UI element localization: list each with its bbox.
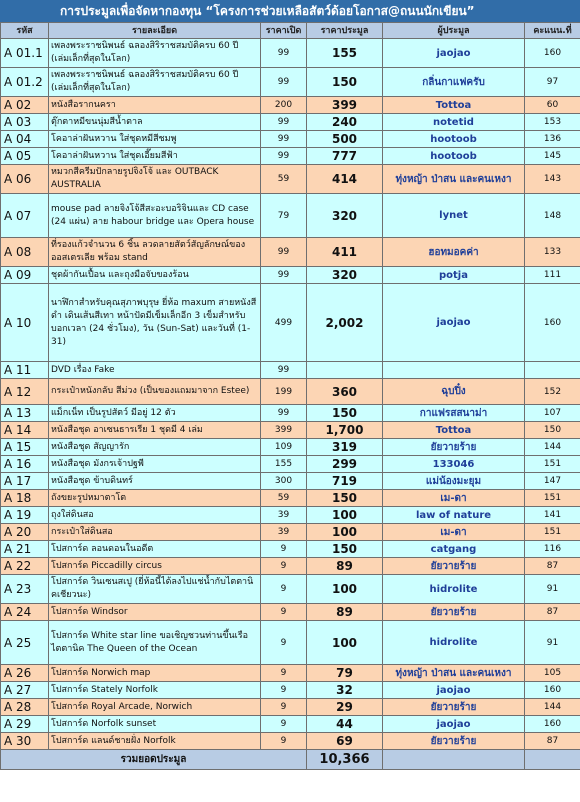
item-detail: โปสการ์ด Windsor [49,604,261,621]
item-code: A 26 [1,665,49,682]
open-price: 99 [261,267,307,284]
bidder-score: 116 [525,541,580,558]
item-detail: mouse pad ลายจิงโจ้สีสะอะบอริจินและ CD case (24 แผ่น) ลาย habour bridge และ Opera house [49,194,261,238]
table-row [1,716,580,733]
table-row [1,194,580,238]
table-row [1,524,580,541]
bidder-score: 160 [525,716,580,733]
bidder-name: ยัยวายร้าย [383,604,525,621]
table-row [1,39,580,68]
bidder-score: 60 [525,97,580,114]
header-bidder: ผู้ประมูล [383,23,525,39]
table-body [1,39,580,750]
open-price: 99 [261,114,307,131]
table-row [1,699,580,716]
item-code: A 10 [1,284,49,362]
bid-price: 320 [307,267,383,284]
table-row [1,284,580,362]
item-code: A 07 [1,194,49,238]
bidder-score: 160 [525,284,580,362]
item-detail: หนังสือชุด อาเซนธารเรีย 1 ชุดมี 4 เล่ม [49,422,261,439]
bidder-name: ทุ่งหญ้า ป่าสน และคนเหงา [383,665,525,682]
bidder-score: 144 [525,439,580,456]
bid-price: 100 [307,575,383,604]
bidder-name: กลิ่นกาแฟครับ [383,68,525,97]
bid-price: 155 [307,39,383,68]
item-detail: โปสการ์ด แลนด์ชายฝั่ง Norfolk [49,733,261,750]
table-row [1,148,580,165]
table-row [1,379,580,405]
bidder-name: hidrolite [383,575,525,604]
bid-price: 89 [307,558,383,575]
table-row [1,682,580,699]
bidder-name: catgang [383,541,525,558]
item-code: A 14 [1,422,49,439]
open-price: 39 [261,524,307,541]
bidder-score: 111 [525,267,580,284]
bidder-score: 150 [525,422,580,439]
item-code: A 25 [1,621,49,665]
item-detail: กระเป๋าใส่ดินสอ [49,524,261,541]
item-code: A 17 [1,473,49,490]
bid-price: 100 [307,621,383,665]
open-price: 99 [261,238,307,267]
item-detail: หนังสือชุด สัญญารัก [49,439,261,456]
bidder-score: 97 [525,68,580,97]
open-price: 59 [261,490,307,507]
table-row [1,362,580,379]
open-price: 109 [261,439,307,456]
bidder-score: 87 [525,558,580,575]
header-code: รหัส [1,23,49,39]
bid-price: 29 [307,699,383,716]
total-row [1,750,580,770]
bid-price: 44 [307,716,383,733]
item-detail: โปสการ์ด วินเซนสเปู (ยี่ห้อนี้ได้ลงไปแช่น้ำกับไตตานิคเชียวนะ) [49,575,261,604]
bid-price: 89 [307,604,383,621]
table-row [1,68,580,97]
item-detail: โคอาล่าฝันหวาน ใส่ชุดหมีสีชมพู [49,131,261,148]
item-detail: โปสการ์ด Royal Arcade, Norwich [49,699,261,716]
bid-price: 32 [307,682,383,699]
open-price: 99 [261,405,307,422]
item-detail: แม็กเน็ท เป็นรูปสัตว์ มีอยู่ 12 ตัว [49,405,261,422]
item-code: A 28 [1,699,49,716]
table-row [1,665,580,682]
bidder-score: 151 [525,456,580,473]
item-detail: หนังสือชุด ข้าบดินทร์ [49,473,261,490]
bidder-name: เม-ดา [383,524,525,541]
open-price: 99 [261,68,307,97]
bidder-score: 141 [525,507,580,524]
open-price: 9 [261,621,307,665]
table-row [1,473,580,490]
item-code: A 11 [1,362,49,379]
bid-price: 320 [307,194,383,238]
bidder-name: lynet [383,194,525,238]
bidder-score: 87 [525,604,580,621]
open-price: 9 [261,541,307,558]
bidder-score: 136 [525,131,580,148]
open-price: 300 [261,473,307,490]
auction-table [0,22,580,770]
bidder-name: hootoob [383,131,525,148]
bidder-score: 153 [525,114,580,131]
bidder-score [525,362,580,379]
bidder-score: 145 [525,148,580,165]
bid-price [307,362,383,379]
bidder-name: potja [383,267,525,284]
item-detail: หนังสือชุด มังกรเจ้าปฐพี [49,456,261,473]
bid-price: 150 [307,541,383,558]
item-code: A 19 [1,507,49,524]
bidder-score: 147 [525,473,580,490]
item-code: A 16 [1,456,49,473]
page-title: การประมูลเพื่อจัดหากองทุน “โครงการช่วยเหลือสัตว์ด้อยโอกาส@ถนนนักเขียน” [0,0,580,22]
table-row [1,490,580,507]
bidder-name: 133046 [383,456,525,473]
total-score-empty [525,750,580,770]
item-code: A 09 [1,267,49,284]
bidder-name: Tottoa [383,422,525,439]
open-price: 99 [261,131,307,148]
bidder-name: jaojao [383,716,525,733]
table-row [1,97,580,114]
bidder-score: 91 [525,575,580,604]
item-detail: นาฬิกาสำหรับคุณสุภาพบุรุษ ยี่ห้อ maxum สายหนังสีดำ เดินเส้นสีเทา หน้าปัดมีเข็มเล็กอีก 3 เข็มสำหรับบอกเวลา (24 ชั่วโมง), วัน (Sun-Sat) และวันที่ (1-31) [49,284,261,362]
bidder-name: เม-ดา [383,490,525,507]
item-detail: กระเป๋าหนังกลับ สีม่วง (เป็นของแถมมาจาก Estee) [49,379,261,405]
item-detail: ชุดผ้ากันเปื้อน และถุงมือจับของร้อน [49,267,261,284]
bidder-score: 151 [525,490,580,507]
open-price: 200 [261,97,307,114]
table-row [1,422,580,439]
bid-price: 411 [307,238,383,267]
item-code: A 20 [1,524,49,541]
item-detail: โปสการ์ด Norwich map [49,665,261,682]
bidder-score: 87 [525,733,580,750]
bidder-score: 91 [525,621,580,665]
bid-price: 360 [307,379,383,405]
bidder-score: 151 [525,524,580,541]
table-row [1,165,580,194]
header-score: คะแนน.ที่ [525,23,580,39]
open-price: 99 [261,148,307,165]
bidder-name: notetid [383,114,525,131]
bidder-name: แม่น้องมะยุม [383,473,525,490]
table-row [1,439,580,456]
header-detail: รายละเอียด [49,23,261,39]
bid-price: 777 [307,148,383,165]
item-code: A 15 [1,439,49,456]
bid-price: 1,700 [307,422,383,439]
open-price: 499 [261,284,307,362]
table-row [1,238,580,267]
item-detail: โปสการ์ด White star line ขอเชิญชวนท่านขึ้นเรือไตตานิค The Queen of the Ocean [49,621,261,665]
open-price: 155 [261,456,307,473]
bid-price: 319 [307,439,383,456]
item-code: A 21 [1,541,49,558]
item-detail: ตุ๊กตาหมีขนนุ่มสีน้ำตาล [49,114,261,131]
bidder-score: 143 [525,165,580,194]
bid-price: 500 [307,131,383,148]
item-code: A 08 [1,238,49,267]
open-price: 9 [261,665,307,682]
item-code: A 13 [1,405,49,422]
bid-price: 150 [307,405,383,422]
bidder-score: 105 [525,665,580,682]
open-price: 9 [261,716,307,733]
bidder-name: law of nature [383,507,525,524]
bidder-name: ทุ่งหญ้า ป่าสน และคนเหงา [383,165,525,194]
item-detail: ถุงใส่ดินสอ [49,507,261,524]
bid-price: 399 [307,97,383,114]
bidder-score: 144 [525,699,580,716]
item-code: A 06 [1,165,49,194]
item-detail: โปสการ์ด Norfolk sunset [49,716,261,733]
table-row [1,114,580,131]
header-open-price: ราคาเปิด [261,23,307,39]
item-detail: เพลงพระราชนิพนธ์ ฉลองสิริราชสมบัติครบ 60 ปี (เล่มเล็กที่สุดในโลก) [49,39,261,68]
bid-price: 69 [307,733,383,750]
item-code: A 01.2 [1,68,49,97]
table-row [1,267,580,284]
table-row [1,507,580,524]
table-row [1,733,580,750]
bid-price: 150 [307,68,383,97]
item-detail: ถังขยะรูปหมาตาโต [49,490,261,507]
item-detail: หนังสือรากนครา [49,97,261,114]
item-detail: โคอาล่าฝันหวาน ใส่ชุดเอี๊ยมสีฟ้า [49,148,261,165]
bidder-score: 152 [525,379,580,405]
table-header [1,23,580,39]
item-code: A 01.1 [1,39,49,68]
item-code: A 27 [1,682,49,699]
bidder-name: ฮอทมอคค่า [383,238,525,267]
table-row [1,541,580,558]
item-detail: โปสการ์ด Stately Norfolk [49,682,261,699]
item-code: A 04 [1,131,49,148]
bid-price: 299 [307,456,383,473]
table-row [1,575,580,604]
item-detail: DVD เรื่อง Fake [49,362,261,379]
open-price: 9 [261,575,307,604]
open-price: 399 [261,422,307,439]
open-price: 9 [261,682,307,699]
bid-price: 2,002 [307,284,383,362]
open-price: 9 [261,558,307,575]
bidder-score: 133 [525,238,580,267]
bidder-name: กาแฟรสสนาม่า [383,405,525,422]
bidder-score: 148 [525,194,580,238]
bidder-score: 160 [525,682,580,699]
item-code: A 30 [1,733,49,750]
open-price: 199 [261,379,307,405]
item-detail: โปสการ์ด ลอนดอนในอดีต [49,541,261,558]
bidder-name: jaojao [383,284,525,362]
bidder-name: Tottoa [383,97,525,114]
bidder-score: 160 [525,39,580,68]
header-bid-price: ราคาประมูล [307,23,383,39]
bidder-name: ยัยวายร้าย [383,733,525,750]
bidder-name: ฉุบปิ๋ง [383,379,525,405]
bid-price: 414 [307,165,383,194]
item-code: A 03 [1,114,49,131]
open-price: 9 [261,604,307,621]
open-price: 9 [261,733,307,750]
open-price: 79 [261,194,307,238]
item-detail: หมวกสีครีมปักลายรูปจิงโจ้ และ OUTBACK AUSTRALIA [49,165,261,194]
open-price: 99 [261,39,307,68]
open-price: 9 [261,699,307,716]
item-code: A 23 [1,575,49,604]
bid-price: 150 [307,490,383,507]
bidder-name: ยัยวายร้าย [383,699,525,716]
bidder-name: jaojao [383,682,525,699]
table-row [1,621,580,665]
item-code: A 05 [1,148,49,165]
bidder-name [383,362,525,379]
bid-price: 719 [307,473,383,490]
item-code: A 24 [1,604,49,621]
table-row [1,456,580,473]
bid-price: 240 [307,114,383,131]
open-price: 59 [261,165,307,194]
item-code: A 29 [1,716,49,733]
item-code: A 18 [1,490,49,507]
total-bidder-empty [383,750,525,770]
table-row [1,131,580,148]
table-row [1,405,580,422]
total-label: รวมยอดประมูล [1,750,307,770]
item-code: A 22 [1,558,49,575]
item-detail: เพลงพระราชนิพนธ์ ฉลองสิริราชสมบัติครบ 60 ปี (เล่มเล็กที่สุดในโลก) [49,68,261,97]
bidder-score: 107 [525,405,580,422]
bid-price: 79 [307,665,383,682]
total-value: 10,366 [307,750,383,770]
open-price: 99 [261,362,307,379]
table-row [1,558,580,575]
item-detail: ที่รองแก้วจำนวน 6 ชิ้น ลวดลายสัตว์สัญลักษณ์ของออสเตรเลีย พร้อม stand [49,238,261,267]
item-code: A 12 [1,379,49,405]
open-price: 39 [261,507,307,524]
item-code: A 02 [1,97,49,114]
table-row [1,604,580,621]
bidder-name: hidrolite [383,621,525,665]
bidder-name: ยัยวายร้าย [383,439,525,456]
bidder-name: jaojao [383,39,525,68]
bid-price: 100 [307,524,383,541]
item-detail: โปสการ์ด Piccadilly circus [49,558,261,575]
bid-price: 100 [307,507,383,524]
bidder-name: ยัยวายร้าย [383,558,525,575]
bidder-name: hootoob [383,148,525,165]
